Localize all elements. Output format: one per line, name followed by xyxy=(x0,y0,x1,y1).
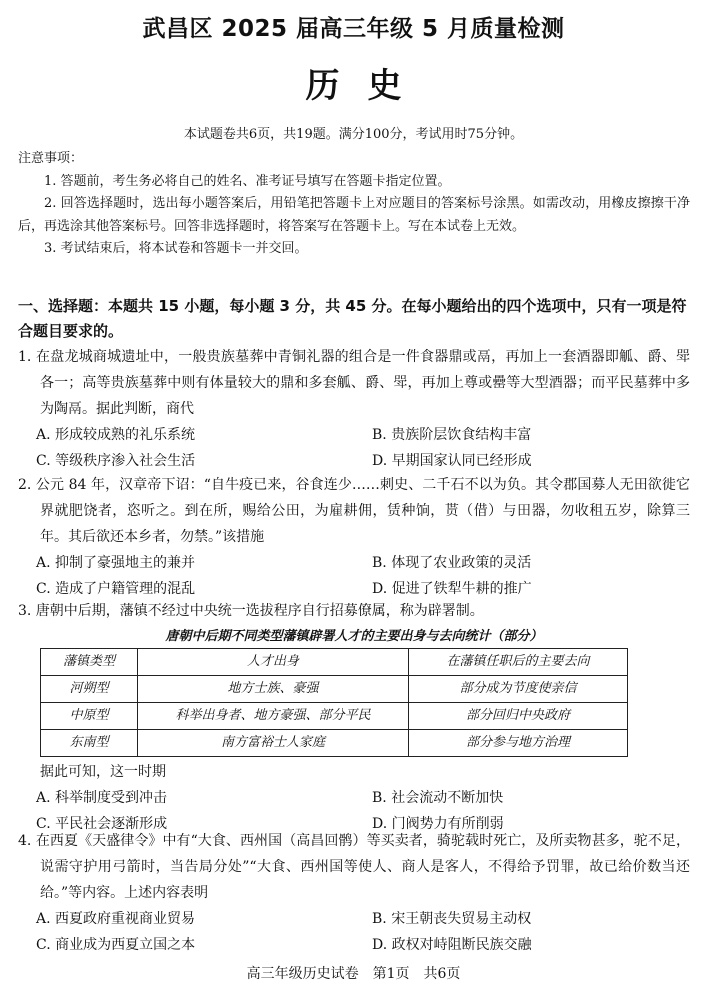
section-title: 一、选择题：本题共 15 小题，每小题 3 分，共 45 分。在每小题给出的四个选项中，只有一项是符合题目要求的。 xyxy=(18,297,687,340)
question-1-stem: 1. 在盘龙城商城遗址中，一般贵族墓葬中青铜礼器的组合是一件食器鼎或鬲，再加上一套酒器即觚、爵、斝各一；高等贵族墓葬中则有体量较大的鼎和多套觚、爵、斝，再加上尊或罍等大型酒器；而平民墓葬中多为陶鬲。据此判断，商代 xyxy=(18,349,690,417)
question-3-lead: 据此可知，这一时期 xyxy=(40,764,166,780)
question-1-option-d: D. 早期国家认同已经形成 xyxy=(372,453,532,469)
question-4 xyxy=(18,828,690,958)
table-cell: 部分回归中央政府 xyxy=(409,703,628,730)
table-row xyxy=(41,730,628,757)
question-3-option-a: A. 科举制度受到冲击 xyxy=(36,790,168,806)
question-1-options xyxy=(18,422,690,474)
question-4-stem: 4. 在西夏《天盛律令》中有“大食、西州国（高昌回鹘）等买卖者，骑驼载时死亡，及所卖物甚多，驼不足，说需守护用弓箭时，当告局分处”“大食、西州国等使人、商人是客人，不得给予罚罪，故已给价数当还给。”等内容。上述内容表明 xyxy=(18,833,690,901)
question-2-stem: 2. 公元 84 年，汉章帝下诏：“自牛疫已来，谷食连少……刺史、二千石不以为负。其令郡国募人无田欲徙它界就肥饶者，恣听之。到在所，赐给公田，为雇耕佣，赁种饷，贳（借）与田器，勿收租五岁，除算三年。其后欲还本乡者，勿禁。”该措施 xyxy=(18,477,690,545)
stats-table xyxy=(40,648,628,757)
question-4-option-d: D. 政权对峙阻断民族交融 xyxy=(372,937,532,953)
question-1 xyxy=(18,344,690,474)
table-cell: 部分参与地方治理 xyxy=(409,730,628,757)
page-footer: 高三年级历史试卷 第1页 共6页 xyxy=(246,966,461,982)
table-cell: 河朔型 xyxy=(41,676,138,703)
notice-item-1: 1. 答题前，考生务必将自己的姓名、准考证号填写在答题卡指定位置。 xyxy=(44,173,451,189)
question-4-options xyxy=(18,906,690,958)
notice-block xyxy=(18,148,690,261)
notice-item-2: 2. 回答选择题时，选出每小题答案后，用铅笔把答题卡上对应题目的答案标号涂黑。如需改动，用橡皮擦擦干净后，再选涂其他答案标号。回答非选择题时，将答案写在答题卡上。写在本试卷上无效。 xyxy=(18,196,690,234)
table-cell: 科举出身者、地方豪强、部分平民 xyxy=(138,703,409,730)
question-3-option-d: D. 门阀势力有所削弱 xyxy=(372,816,504,832)
question-3-option-b: B. 社会流动不断加快 xyxy=(372,790,504,806)
question-1-option-b: B. 贵族阶层饮食结构丰富 xyxy=(372,427,532,443)
stats-table-caption: 唐朝中后期不同类型藩镇辟署人才的主要出身与去向统计（部分） xyxy=(165,629,543,644)
table-header-cell: 人才出身 xyxy=(138,649,409,676)
table-cell: 东南型 xyxy=(41,730,138,757)
question-1-option-a: A. 形成较成熟的礼乐系统 xyxy=(36,427,196,443)
question-2-option-c: C. 造成了户籍管理的混乱 xyxy=(36,581,196,597)
question-4-option-a: A. 西夏政府重视商业贸易 xyxy=(36,911,196,927)
table-cell: 南方富裕士人家庭 xyxy=(138,730,409,757)
table-header-cell: 在藩镇任职后的主要去向 xyxy=(409,649,628,676)
exam-title: 武昌区 2025 届高三年级 5 月质量检测 xyxy=(142,16,565,42)
table-cell: 部分成为节度使亲信 xyxy=(409,676,628,703)
question-2-option-b: B. 体现了农业政策的灵活 xyxy=(372,555,532,571)
table-header-row xyxy=(41,649,628,676)
table-row xyxy=(41,676,628,703)
question-4-option-c: C. 商业成为西夏立国之本 xyxy=(36,937,196,953)
question-2-option-d: D. 促进了铁犁牛耕的推广 xyxy=(372,581,532,597)
table-cell: 地方士族、豪强 xyxy=(138,676,409,703)
table-row xyxy=(41,703,628,730)
question-2 xyxy=(18,472,690,602)
question-1-option-c: C. 等级秩序渗入社会生活 xyxy=(36,453,196,469)
question-2-options xyxy=(18,550,690,602)
subject-title: 历史 xyxy=(305,66,430,106)
question-3-stem: 3. 唐朝中后期，藩镇不经过中央统一选拔程序自行招募僚属，称为辟署制。 xyxy=(18,603,484,619)
notice-heading: 注意事项： xyxy=(18,151,84,166)
question-2-option-a: A. 抑制了豪强地主的兼并 xyxy=(36,555,196,571)
table-header-cell: 藩镇类型 xyxy=(41,649,138,676)
notice-item-3: 3. 考试结束后，将本试卷和答题卡一并交回。 xyxy=(44,241,308,256)
table-cell: 中原型 xyxy=(41,703,138,730)
question-3-option-c: C. 平民社会逐渐形成 xyxy=(36,816,168,832)
question-3 xyxy=(18,598,690,837)
question-4-option-b: B. 宋王朝丧失贸易主动权 xyxy=(372,911,532,927)
exam-info: 本试题卷共6页，共19题。满分100分，考试用时75分钟。 xyxy=(183,127,524,142)
